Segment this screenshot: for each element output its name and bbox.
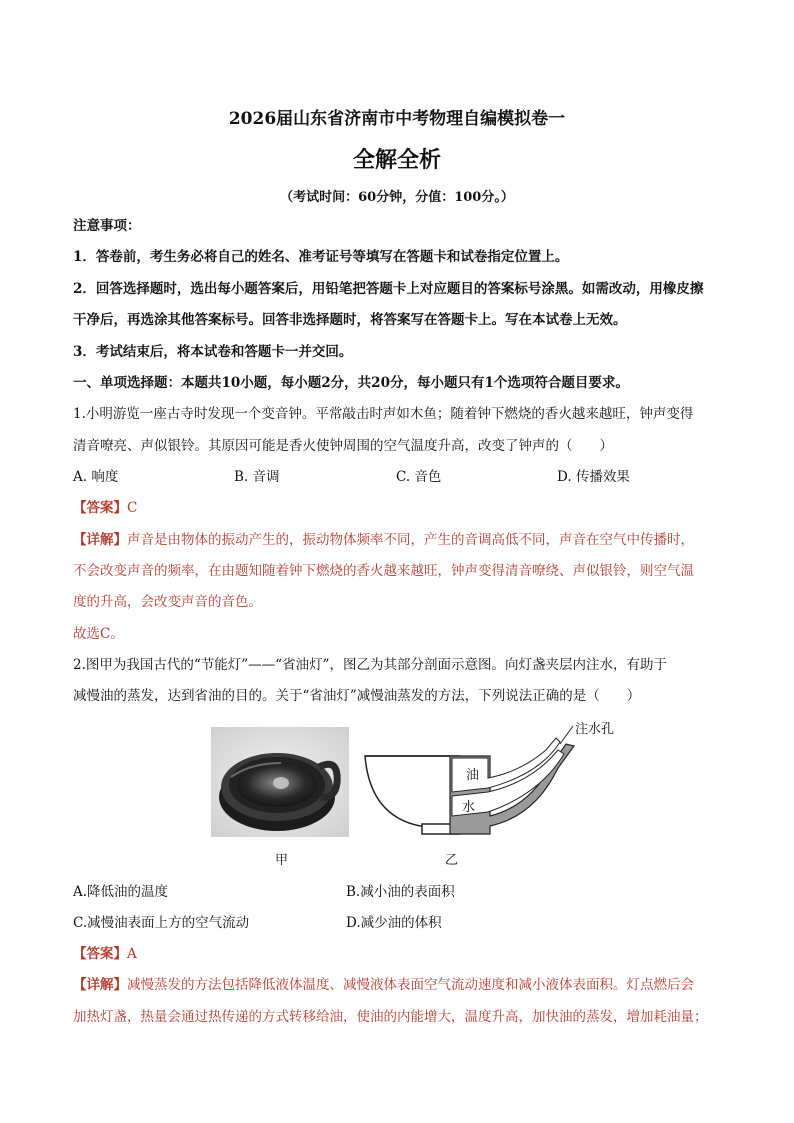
q2-detail-tag: 【详解】 [73,977,127,993]
q1-answer-tag: 【答案】 [73,500,127,516]
q1-stem-line1: 1.小明游览一座古寺时发现一个变音钟。平常敲击时声如木鱼；随着钟下燃烧的香火越来越旺，钟声变得 [73,406,694,422]
q1-detail-line3: 度的升高，会改变声音的音色。 [73,594,262,610]
q1-detail-line2: 不会改变声音的频率，在由题知随着钟下燃烧的香火越来越旺，钟声变得清音嘹绕、声似银铃，则空气温 [73,563,694,579]
q1-option-b: B. 音调 [234,469,280,485]
notice-item-3: 3．考试结束后，将本试卷和答题卡一并交回。 [73,344,353,360]
notice-heading: 注意事项： [73,218,141,234]
notice-item-2: 2．回答选择题时，选出每小题答案后，用铅笔把答题卡上对应题目的答案标号涂黑。如需改动，用橡皮擦 [73,281,704,297]
q1-stem-line2: 清音嘹亮、声似银铃。其原因可能是香火使钟周围的空气温度升高，改变了钟声的（ ） [73,438,613,454]
q1-answer-line [73,498,733,518]
q1-option-d: D. 传播效果 [557,469,630,485]
q2-option-c: C.减慢油表面上方的空气流动 [73,915,250,931]
q2-option-b: B.减小油的表面积 [346,884,455,900]
q2-answer-line [73,944,733,964]
exam-subtitle: 全解全析 [352,147,441,173]
q2-answer: A [127,946,137,962]
oil-lamp-photo [211,727,349,837]
lamp-cross-section-diagram [360,716,610,836]
q2-stem-line2: 减慢油的蒸发，达到省油的目的。关于“省油灯”减慢油蒸发的方法，下列说法正确的是（ ） [73,688,641,704]
label-water-inlet: 注水孔 [575,722,615,737]
caption-jia: 甲 [275,853,289,868]
q2-detail-text1: 减慢蒸发的方法包括降低液体温度、减慢液体表面空气流动速度和减小液体表面积。灯点燃后会 [127,977,694,993]
q1-option-a: A. 响度 [73,469,119,485]
q2-detail-line1 [73,975,733,995]
caption-yi: 乙 [445,853,459,868]
q2-detail-line2: 加热灯盏，热量会通过热传递的方式转移给油，使油的内能增大，温度升高，加快油的蒸发，增加耗油量； [73,1009,708,1025]
exam-title: 2026届山东省济南市中考物理自编模拟卷一 [228,109,566,129]
q2-option-d: D.减少油的体积 [346,915,442,931]
q1-conclusion: 故选C。 [73,626,124,642]
q2-stem-line1: 2.图甲为我国古代的“节能灯”——“省油灯”，图乙为其部分剖面示意图。向灯盏夹层内注水，有助于 [73,657,667,673]
notice-item-1: 1．答卷前，考生务必将自己的姓名、准考证号等填写在答题卡和试卷指定位置上。 [73,249,569,265]
q1-detail-tag: 【详解】 [73,532,127,548]
exam-info: （考试时间：60分钟，分值：100分。） [280,190,514,205]
label-water: 水 [462,800,476,815]
section-heading: 一、单项选择题：本题共10小题，每小题2分，共20分，每小题只有1个选项符合题目要求。 [73,375,629,391]
q1-detail-text1: 声音是由物体的振动产生的，振动物体频率不同，产生的音调高低不同，声音在空气中传播时， [127,532,694,548]
q1-option-c: C. 音色 [396,469,442,485]
q2-answer-tag: 【答案】 [73,946,127,962]
notice-item-2-cont: 干净后，再选涂其他答案标号。回答非选择题时，将答案写在答题卡上。写在本试卷上无效。 [73,312,627,328]
label-oil: 油 [466,768,480,783]
q1-answer: C [127,500,138,516]
q2-option-a: A.降低油的温度 [73,884,169,900]
q1-detail-line1 [73,530,733,550]
